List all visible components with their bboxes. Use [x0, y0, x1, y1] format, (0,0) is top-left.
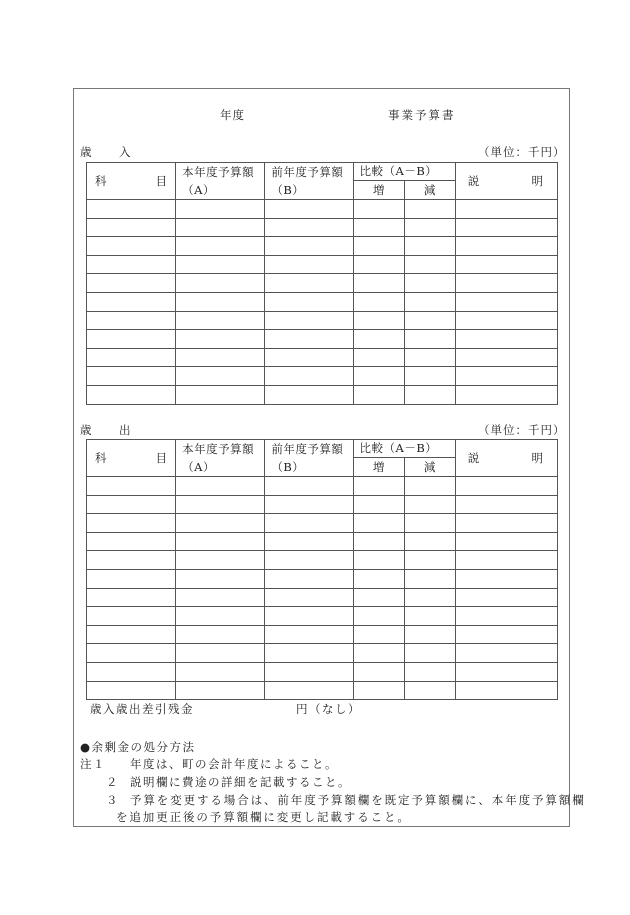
increase-cell[interactable] [353, 607, 404, 626]
increase-cell[interactable] [353, 644, 404, 663]
subject-cell[interactable] [87, 607, 176, 626]
previous-budget-sub: （B） [271, 183, 305, 197]
revenue-table [86, 162, 558, 405]
previous-budget-cell[interactable] [265, 292, 353, 311]
decrease-cell[interactable] [404, 218, 455, 237]
explanation-cell[interactable] [455, 681, 557, 700]
increase-cell[interactable] [353, 237, 404, 256]
subject-cell[interactable] [87, 255, 176, 274]
current-budget-cell[interactable] [176, 681, 265, 700]
decrease-cell[interactable] [404, 681, 455, 700]
table-row [87, 237, 558, 256]
decrease-cell[interactable] [404, 662, 455, 681]
increase-cell[interactable] [353, 274, 404, 293]
increase-cell[interactable] [353, 218, 404, 237]
previous-budget-cell[interactable] [265, 274, 353, 293]
subject-cell[interactable] [87, 644, 176, 663]
decrease-cell[interactable] [404, 495, 455, 514]
increase-header: 増 [353, 180, 404, 199]
explain-header-left: 説 [467, 451, 480, 465]
explanation-cell[interactable] [455, 607, 557, 626]
current-budget-cell[interactable] [176, 385, 265, 404]
increase-cell[interactable] [353, 588, 404, 607]
explanation-cell[interactable] [455, 218, 557, 237]
table-row [87, 514, 558, 533]
explanation-cell[interactable] [455, 477, 557, 496]
decrease-header: 減 [404, 457, 455, 476]
expenditure-table [86, 439, 558, 700]
current-budget-header [176, 440, 265, 477]
subject-cell[interactable] [87, 367, 176, 386]
subject-cell[interactable] [87, 274, 176, 293]
decrease-cell[interactable] [404, 330, 455, 349]
note-1-text: 年度は、町の会計年度によること。 [130, 757, 338, 771]
decrease-cell[interactable] [404, 607, 455, 626]
previous-budget-cell[interactable] [265, 588, 353, 607]
current-budget-cell[interactable] [176, 292, 265, 311]
decrease-cell[interactable] [404, 569, 455, 588]
increase-cell[interactable] [353, 477, 404, 496]
subject-header-left: 科 [95, 174, 107, 188]
table-row [87, 311, 558, 330]
increase-cell[interactable] [353, 255, 404, 274]
previous-budget-sub: （B） [271, 460, 305, 474]
comparison-header: 比較（A－B） [353, 440, 455, 458]
subject-cell[interactable] [87, 218, 176, 237]
subject-header-left: 科 [95, 451, 107, 465]
current-budget-label: 本年度予算額 [182, 165, 255, 179]
decrease-cell[interactable] [404, 311, 455, 330]
increase-cell[interactable] [353, 551, 404, 570]
previous-budget-cell[interactable] [265, 569, 353, 588]
table-row [87, 292, 558, 311]
table-row [87, 200, 558, 219]
explanation-cell[interactable] [455, 532, 557, 551]
current-budget-cell[interactable] [176, 255, 265, 274]
decrease-cell[interactable] [404, 644, 455, 663]
current-budget-sub: （A） [182, 183, 215, 197]
subject-cell[interactable] [87, 681, 176, 700]
current-budget-cell[interactable] [176, 367, 265, 386]
previous-budget-header [265, 163, 353, 200]
increase-cell[interactable] [353, 662, 404, 681]
current-budget-label: 本年度予算額 [182, 442, 255, 456]
table-row [87, 644, 558, 663]
explanation-cell[interactable] [455, 311, 557, 330]
revenue-unit-label: （単位：千円） [478, 145, 566, 159]
current-budget-cell[interactable] [176, 477, 265, 496]
current-budget-cell[interactable] [176, 644, 265, 663]
table-row [87, 348, 558, 367]
explanation-header [455, 163, 557, 200]
increase-header: 増 [353, 457, 404, 476]
table-row [87, 255, 558, 274]
increase-cell[interactable] [353, 495, 404, 514]
explanation-cell[interactable] [455, 514, 557, 533]
subject-header [87, 440, 176, 477]
revenue-section-label: 歳 入 [80, 145, 139, 159]
previous-budget-cell[interactable] [265, 367, 353, 386]
table-row [87, 532, 558, 551]
surplus-heading: ●余剰金の処分方法 [80, 740, 196, 754]
table-row [87, 330, 558, 349]
increase-cell[interactable] [353, 311, 404, 330]
note-3-number: ３ [106, 793, 119, 807]
previous-budget-header [265, 440, 353, 477]
previous-budget-cell[interactable] [265, 218, 353, 237]
subject-cell[interactable] [87, 200, 176, 219]
previous-budget-cell[interactable] [265, 255, 353, 274]
previous-budget-cell[interactable] [265, 311, 353, 330]
explain-header-right: 明 [531, 451, 543, 465]
previous-budget-cell[interactable] [265, 532, 353, 551]
explanation-cell[interactable] [455, 385, 557, 404]
subject-cell[interactable] [87, 495, 176, 514]
decrease-cell[interactable] [404, 348, 455, 367]
current-budget-cell[interactable] [176, 330, 265, 349]
previous-budget-cell[interactable] [265, 607, 353, 626]
explanation-cell[interactable] [455, 367, 557, 386]
subject-cell[interactable] [87, 311, 176, 330]
explain-header-left: 説 [467, 174, 480, 188]
current-budget-cell[interactable] [176, 607, 265, 626]
previous-budget-cell[interactable] [265, 625, 353, 644]
previous-budget-cell[interactable] [265, 348, 353, 367]
explanation-cell[interactable] [455, 330, 557, 349]
explanation-cell[interactable] [455, 274, 557, 293]
note-2-number: ２ [106, 775, 119, 789]
decrease-cell[interactable] [404, 292, 455, 311]
increase-cell[interactable] [353, 385, 404, 404]
decrease-cell[interactable] [404, 274, 455, 293]
previous-budget-cell[interactable] [265, 514, 353, 533]
current-budget-cell[interactable] [176, 514, 265, 533]
table-row [87, 607, 558, 626]
previous-budget-cell[interactable] [265, 495, 353, 514]
subject-header-right: 目 [155, 174, 168, 188]
explanation-cell[interactable] [455, 569, 557, 588]
decrease-cell[interactable] [404, 477, 455, 496]
previous-budget-label: 前年度予算額 [271, 442, 344, 456]
explanation-cell[interactable] [455, 237, 557, 256]
explanation-cell[interactable] [455, 551, 557, 570]
decrease-cell[interactable] [404, 625, 455, 644]
subject-cell[interactable] [87, 514, 176, 533]
explanation-header [455, 440, 557, 477]
current-budget-cell[interactable] [176, 237, 265, 256]
increase-cell[interactable] [353, 569, 404, 588]
table-row [87, 681, 558, 700]
subject-cell[interactable] [87, 385, 176, 404]
table-row [87, 218, 558, 237]
increase-cell[interactable] [353, 348, 404, 367]
current-budget-cell[interactable] [176, 588, 265, 607]
increase-cell[interactable] [353, 681, 404, 700]
increase-cell[interactable] [353, 330, 404, 349]
table-row [87, 551, 558, 570]
subject-cell[interactable] [87, 237, 176, 256]
explanation-cell[interactable] [455, 292, 557, 311]
subject-cell[interactable] [87, 588, 176, 607]
increase-cell[interactable] [353, 292, 404, 311]
subject-header [87, 163, 176, 200]
document-title: 事業予算書 [388, 108, 456, 122]
previous-budget-cell[interactable] [265, 385, 353, 404]
previous-budget-label: 前年度予算額 [271, 165, 344, 179]
table-row [87, 274, 558, 293]
current-budget-cell[interactable] [176, 218, 265, 237]
previous-budget-cell[interactable] [265, 551, 353, 570]
subject-cell[interactable] [87, 292, 176, 311]
fiscal-year-label: 年度 [220, 108, 245, 122]
increase-cell[interactable] [353, 367, 404, 386]
explanation-cell[interactable] [455, 625, 557, 644]
current-budget-cell[interactable] [176, 551, 265, 570]
subject-cell[interactable] [87, 551, 176, 570]
previous-budget-cell[interactable] [265, 237, 353, 256]
subject-cell[interactable] [87, 330, 176, 349]
expenditure-unit-label: （単位：千円） [478, 423, 566, 437]
table-row [87, 367, 558, 386]
balance-label: 歳入歳出差引残金 [90, 702, 194, 716]
decrease-cell[interactable] [404, 551, 455, 570]
previous-budget-cell[interactable] [265, 477, 353, 496]
table-row [87, 625, 558, 644]
table-row [87, 662, 558, 681]
decrease-header: 減 [404, 180, 455, 199]
explain-header-right: 明 [531, 174, 543, 188]
table-row [87, 385, 558, 404]
previous-budget-cell[interactable] [265, 681, 353, 700]
current-budget-cell[interactable] [176, 625, 265, 644]
decrease-cell[interactable] [404, 237, 455, 256]
increase-cell[interactable] [353, 200, 404, 219]
increase-cell[interactable] [353, 514, 404, 533]
note-3-text: 予算を変更する場合は、前年度予算額欄を既定予算額欄に、本年度予算額欄 [130, 793, 586, 807]
previous-budget-cell[interactable] [265, 200, 353, 219]
decrease-cell[interactable] [404, 588, 455, 607]
subject-cell[interactable] [87, 625, 176, 644]
previous-budget-cell[interactable] [265, 330, 353, 349]
previous-budget-cell[interactable] [265, 662, 353, 681]
current-budget-cell[interactable] [176, 274, 265, 293]
explanation-cell[interactable] [455, 588, 557, 607]
explanation-cell[interactable] [455, 495, 557, 514]
explanation-cell[interactable] [455, 348, 557, 367]
expenditure-section-label: 歳 出 [80, 423, 139, 437]
current-budget-cell[interactable] [176, 495, 265, 514]
subject-cell[interactable] [87, 477, 176, 496]
note-1-number: 注１ [80, 757, 106, 771]
decrease-cell[interactable] [404, 385, 455, 404]
increase-cell[interactable] [353, 625, 404, 644]
decrease-cell[interactable] [404, 200, 455, 219]
explanation-cell[interactable] [455, 662, 557, 681]
note-2-text: 説明欄に費途の詳細を記載すること。 [130, 775, 351, 789]
current-budget-cell[interactable] [176, 662, 265, 681]
table-row [87, 569, 558, 588]
decrease-cell[interactable] [404, 367, 455, 386]
current-budget-cell[interactable] [176, 311, 265, 330]
comparison-header: 比較（A－B） [353, 163, 455, 181]
table-row [87, 477, 558, 496]
increase-cell[interactable] [353, 532, 404, 551]
current-budget-cell[interactable] [176, 200, 265, 219]
explanation-cell[interactable] [455, 644, 557, 663]
current-budget-header [176, 163, 265, 200]
note-3-continuation: を追加更正後の予算額欄に変更し記載すること。 [116, 810, 411, 824]
subject-cell[interactable] [87, 348, 176, 367]
current-budget-cell[interactable] [176, 569, 265, 588]
current-budget-cell[interactable] [176, 532, 265, 551]
current-budget-cell[interactable] [176, 348, 265, 367]
explanation-cell[interactable] [455, 200, 557, 219]
subject-cell[interactable] [87, 569, 176, 588]
previous-budget-cell[interactable] [265, 644, 353, 663]
subject-header-right: 目 [155, 451, 168, 465]
decrease-cell[interactable] [404, 514, 455, 533]
table-row [87, 495, 558, 514]
subject-cell[interactable] [87, 662, 176, 681]
balance-value: 円（なし） [296, 702, 361, 716]
explanation-cell[interactable] [455, 255, 557, 274]
subject-cell[interactable] [87, 532, 176, 551]
decrease-cell[interactable] [404, 532, 455, 551]
decrease-cell[interactable] [404, 255, 455, 274]
table-row [87, 588, 558, 607]
current-budget-sub: （A） [182, 460, 215, 474]
